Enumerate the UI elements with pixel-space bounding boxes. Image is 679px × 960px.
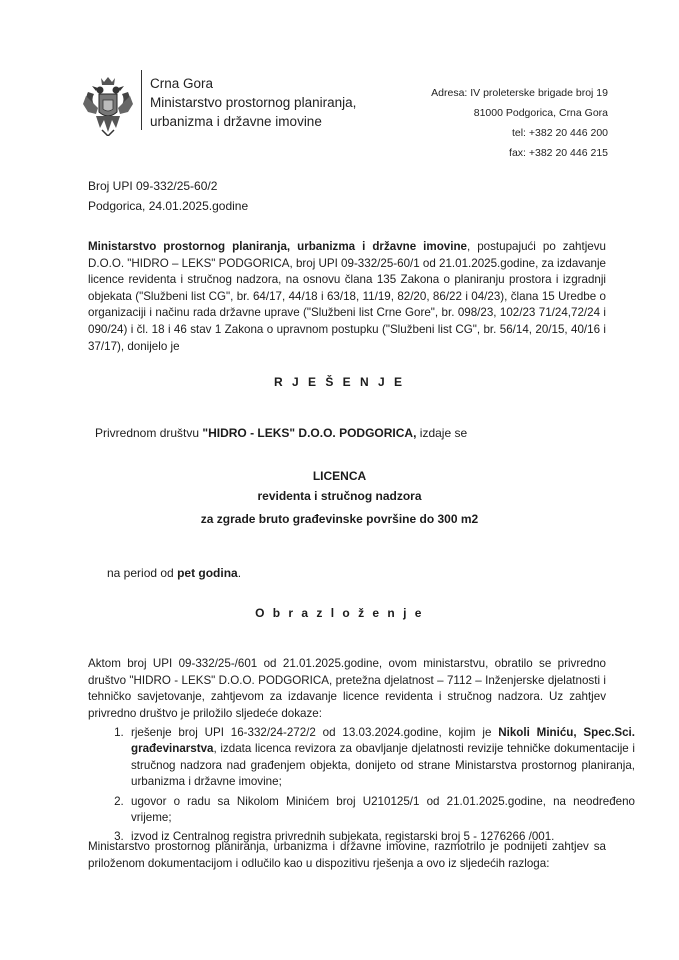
item-text: ugovor o radu sa Nikolom Minićem broj U210125/1 od 21.01.2025.godine, na neodređeno vrijeme; (131, 794, 635, 825)
period-prefix: na period od (107, 566, 178, 580)
list-item (127, 725, 635, 791)
licence-subtitle-1: revidenta i stručnog nadzora (257, 489, 422, 503)
address-line: Adresa: IV proleterske brigade broj 19 (431, 87, 608, 99)
item-bold-text: Nikoli Miniću, Spec.Sci. građevinarstva (131, 726, 635, 756)
reasoning-paragraph: Aktom broj UPI 09-332/25-/601 od 21.01.2025.godine, ovom ministarstvu, obratilo se privredno društvo "HIDRO - LEKS" D.O.O. PODGORICA, pretežna djelatnost – 7112 – Inženjerske djelatnosti i tehničko savjetovanje, zahtjevom za izdavanje licence revidenta i stručnog nadzora. Uz zahtjev privredno društvo je priložilo sljedeće dokaze: (88, 657, 606, 720)
coat-of-arms-icon (82, 74, 134, 136)
decision-heading: R J E Š E N J E (273, 375, 406, 389)
intro-paragraph (88, 239, 606, 355)
item-text: izvod iz Centralnog registra privrednih subjekata, registarski broj 5 - 1276266 /001. (131, 830, 555, 844)
period-line (107, 566, 241, 580)
place-and-date: Podgorica, 24.01.2025.godine (88, 199, 249, 213)
city-line: 81000 Podgorica, Crna Gora (473, 107, 608, 119)
ministry-name-line-1: Ministarstvo prostornog planiranja, (150, 95, 357, 110)
header-divider (141, 70, 142, 130)
ministry-block (150, 74, 356, 131)
company-name: "HIDRO - LEKS" D.O.O. PODGORICA, (202, 426, 417, 440)
intro-text: , postupajući po zahtjevu D.O.O. "HIDRO – LEKS" PODGORICA, broj UPI 09-332/25-60/1 od 21.01.2025.godine, za izdavanje licence revidenta i stručnog nadzora, na osnovu člana 135 Zakona o planiranju prostora i izgradnji objekata ("Službeni list CG", br. 64/17, 44/18 i 63/18, 11/19, 82/20, 86/22 i 04/23), člana 15 Uredbe o organizaciji i načinu rada državne uprave ("Službeni list Crne Gore", br. 098/23, 102/23 71/24,72/24 i 090/24) i čl. 18 i 46 stav 1 Zakona o upravnom postupku ("Službeni list CG", br. 56/14, 20/15, 40/16 i 37/17), donijelo je (88, 240, 606, 353)
item-text: rješenje broj UPI 16-332/24-272/2 od 13.03.2024.godine, kojim je (131, 726, 499, 739)
fax-line: fax: +382 20 446 215 (509, 147, 608, 159)
issued-suffix: izdaje se (416, 426, 468, 440)
item-text-rest: , izdata licenca revizora za obavljanje djelatnosti revizije tehničke dokumentacije i stručnog nadzora nad građenjem objekta, donijeto od strane Ministarstva prostornog planiranja, urbanizma i državne imovine; (131, 742, 635, 789)
phone-line: tel: +382 20 446 200 (511, 127, 608, 139)
issued-to-line (95, 426, 467, 440)
contact-block (431, 83, 608, 163)
licence-title: LICENCA (312, 469, 367, 483)
issued-prefix: Privrednom društvu (95, 426, 203, 440)
period-suffix: . (237, 566, 242, 580)
list-item (127, 794, 635, 827)
evidence-list (100, 725, 635, 849)
case-number: Broj UPI 09-332/25-60/2 (88, 179, 218, 193)
country-name: Crna Gora (150, 76, 214, 91)
issuing-ministry: Ministarstvo prostornog planiranja, urbanizma i državne imovine (88, 240, 467, 253)
ministry-name-line-2: urbanizma i državne imovine (150, 114, 322, 129)
reasoning-heading: O b r a z l o ž e n j e (255, 606, 424, 620)
reference-block (88, 176, 248, 216)
closing-paragraph: Ministarstvo prostornog planiranja, urbanizma i državne imovine, razmotrilo je podnijeti zahtjev sa priloženom dokumentacijom i odlučilo kao u dispozitivu rješenja a ovo iz sljedećih razloga: (88, 840, 606, 870)
period-value: pet godina (177, 566, 238, 580)
licence-subtitle-2: za zgrade bruto građevinske površine do 300 m2 (200, 512, 479, 526)
